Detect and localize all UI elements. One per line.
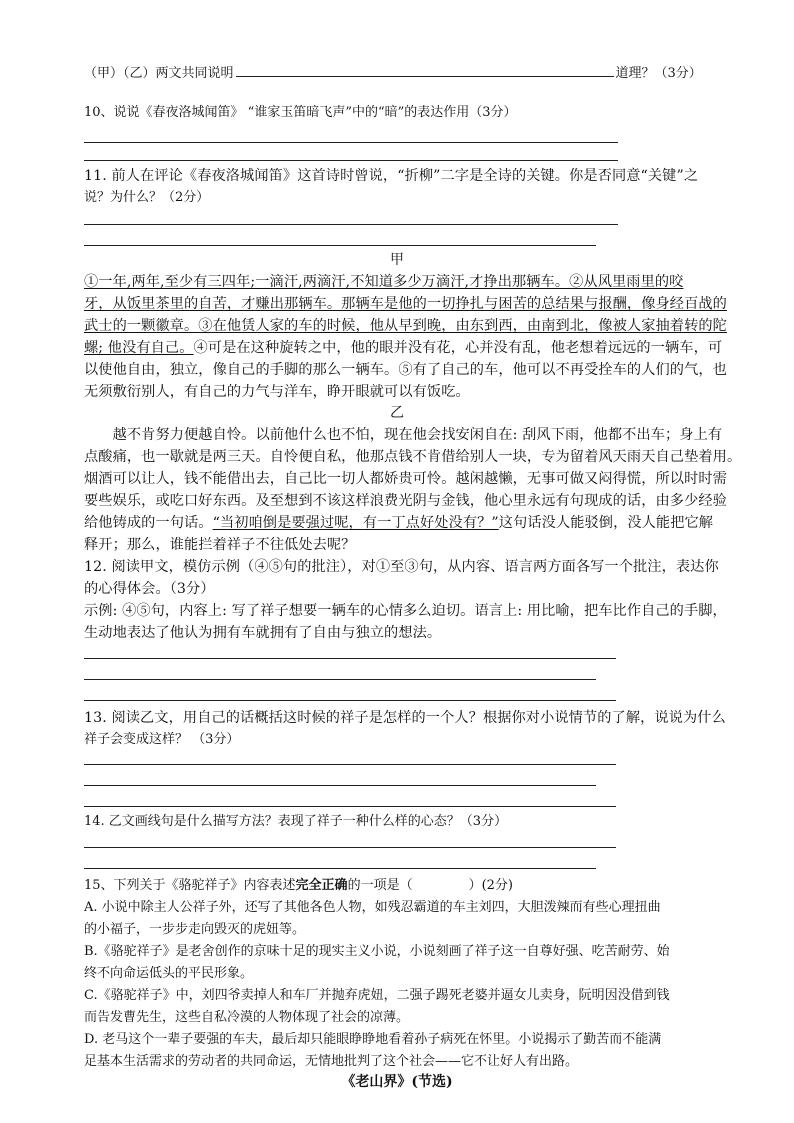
question-14: 14. 乙文画线句是什么描写方法？表现了祥子一种什么样的心态？（3分） bbox=[84, 814, 508, 829]
answer-line[interactable] bbox=[84, 679, 596, 680]
question-13-line2: 祥子会变成这样？ （3分） bbox=[84, 732, 240, 747]
question-9-prefix: （甲）（乙）两文共同说明 bbox=[84, 66, 234, 81]
question-15-stem: 15、下列关于《骆驼祥子》内容表述完全正确的一项是（ ）(2分) bbox=[84, 878, 513, 893]
question-9 bbox=[84, 62, 712, 84]
passage-yi-line: 点酸痛，也一歇就是两三天。自怜便自私，他那点钱不肯借给别人一块，专为留着风天雨天自己垫着用。 bbox=[84, 449, 742, 465]
answer-blank[interactable] bbox=[236, 62, 614, 77]
passage-jia-line: 牙，从饭里茶里的自苦，才赚出那辆车。那辆车是他的一切挣扎与困苦的总结果与报酬，像身经百战的 bbox=[84, 296, 727, 312]
answer-line[interactable] bbox=[84, 847, 616, 848]
answer-line[interactable] bbox=[84, 700, 616, 701]
option-c-cont: 而告发曹先生，这些自私冷漠的人物体现了社会的凉薄。 bbox=[84, 1010, 410, 1025]
question-12-example-cont: 生动地表达了他认为拥有车就拥有了自由与独立的想法。 bbox=[84, 625, 442, 641]
passage-jia-line: 无须敷衍别人，有自己的力气与洋车，睁开眼就可以有饭吃。 bbox=[84, 384, 470, 400]
question-12-example: 示例: ④⑤句，内容上: 写了祥子想要一辆车的心情多么迫切。语言上: 用比喻，把车比作自己的手脚， bbox=[84, 603, 727, 619]
question-12-line1: 12. 阅读甲文，模仿示例（④⑤句的批注），对①至③句，从内容、语言两方面各写一个批注，表达你 bbox=[84, 559, 719, 575]
passage-jia-line: 螺; 他没有自己。④可是在这种旋转之中，他的眼并没有花，心并没有乱，他老想着远远的一辆车，可 bbox=[84, 340, 723, 356]
answer-line[interactable] bbox=[84, 868, 596, 869]
option-b-cont: 终不向命运低头的平民形象。 bbox=[84, 966, 254, 981]
passage-yi-line: 释开；那么，谁能拦着祥子不往低处去呢？ bbox=[84, 537, 356, 553]
question-11-line1: 11. 前人在评论《春夜洛城闻笛》这首诗时曾说，“折柳”二字是全诗的关键。你是否同意“关键”之 bbox=[84, 168, 699, 184]
answer-line[interactable] bbox=[84, 245, 596, 246]
passage-yi-line: 烟酒可以让人，钱不能借出去，自己比一切人都娇贵可怜。越闲越懒，无事可做又闷得慌，所以时时需 bbox=[84, 471, 727, 487]
option-d: D. 老马这个一辈子要强的车夫，最后却只能眼睁睁地看着孙子病死在怀里。小说揭示了勤苦而不能满 bbox=[84, 1032, 662, 1047]
answer-line[interactable] bbox=[84, 806, 616, 807]
option-a-cont: 的小福子，一步步走向毁灭的虎妞等。 bbox=[84, 922, 306, 937]
answer-line[interactable] bbox=[84, 764, 616, 765]
answer-line[interactable] bbox=[84, 785, 596, 786]
answer-line[interactable] bbox=[84, 142, 618, 143]
option-c: C.《骆驼祥子》中，刘四爷卖掉人和车厂并抛弃虎妞，二强子踢死老婆并逼女儿卖身，阮明因没借到钱 bbox=[84, 988, 670, 1003]
passage-yi-line: 给他铸成的一句话。“当初咱倒是要强过呢，有一丁点好处没有？”这句话没人能驳倒，没人能把它解 bbox=[84, 515, 714, 531]
passage-jia-line: 武士的一颗徽章。③在他赁人家的车的时候，他从早到晚，由东到西，由南到北，像被人家抽着转的陀 bbox=[84, 318, 727, 334]
question-11-line2: 说？为什么？（2分） bbox=[84, 190, 210, 205]
underlined-sentence: “当初咱倒是要强过呢，有一丁点好处没有？” bbox=[212, 515, 499, 531]
passage-yi-heading: 乙 bbox=[390, 405, 404, 421]
option-b: B.《骆驼祥子》是老舍创作的京味十足的现实主义小说，小说刻画了祥子这一自尊好强、吃苦耐劳、始 bbox=[84, 944, 670, 959]
answer-line[interactable] bbox=[84, 658, 616, 659]
option-a: A. 小说中除主人公祥子外，还写了其他各色人物，如残忍霸道的车主刘四，大胆泼辣而有些心理扭曲 bbox=[84, 900, 661, 915]
passage-yi-line: 越不肯努力便越自怜。以前他什么也不怕，现在他会找安闲自在: 刮风下雨，他都不出车；身上有 bbox=[84, 427, 723, 443]
answer-line[interactable] bbox=[84, 224, 618, 225]
passage-jia-heading: 甲 bbox=[390, 252, 404, 268]
passage-yi-line: 要些娱乐，或吃口好东西。及至想到不该这样浪费光阴与金钱，他心里永远有句现成的话，由多少经验 bbox=[84, 493, 727, 509]
option-d-cont: 足基本生活需求的劳动者的共同命运，无情地批判了这个社会——它不让好人有出路。 bbox=[84, 1054, 579, 1069]
question-10: 10、说说《春夜洛城闻笛》 “谁家玉笛暗飞声”中的“暗”的表达作用（3分） bbox=[84, 105, 517, 120]
passage-jia-line: 以使他自由，独立，像自己的手脚的那么一辆车。⑤有了自己的车，他可以不再受拴车的人们的气，也 bbox=[84, 362, 727, 378]
emphasis: 完全正确 bbox=[295, 878, 348, 893]
question-12-line2: 的心得体会。（3分） bbox=[84, 581, 215, 597]
question-13-line1: 13. 阅读乙文，用自己的话概括这时候的祥子是怎样的一个人？根据你对小说情节的了解，说说为什么 bbox=[84, 710, 726, 726]
section-title: 《老山界》(节选) bbox=[341, 1074, 453, 1090]
answer-line[interactable] bbox=[84, 160, 618, 161]
passage-jia-line: ①一年,两年,至少有三四年;一滴汗,两滴汗,不知道多少万滴汗,才挣出那辆车。②从风里雨里的咬 bbox=[84, 274, 684, 290]
question-9-suffix: 道理？（3分） bbox=[615, 66, 702, 81]
